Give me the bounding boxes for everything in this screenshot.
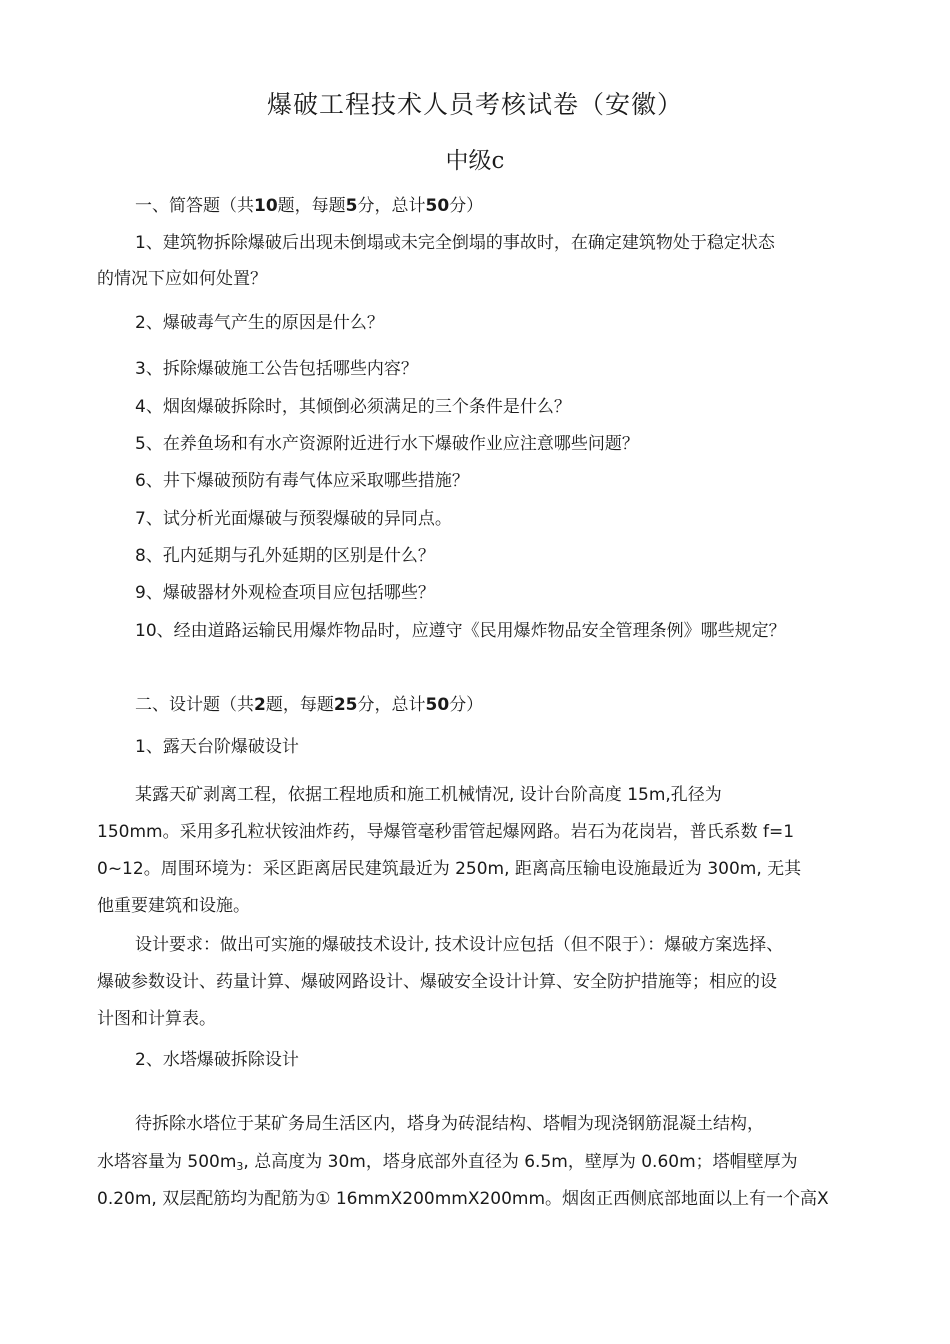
exam-level: 中级c — [445, 148, 505, 174]
design-1-title: 1、露天台阶爆破设计 — [135, 737, 299, 757]
question-7: 7、试分析光面爆破与预裂爆破的异同点。 — [135, 509, 452, 529]
question-4: 4、烟囱爆破拆除时，其倾倒必须满足的三个条件是什么？ — [135, 397, 571, 417]
question-10: 10、经由道路运输民用爆炸物品时，应遵守《民用爆炸物品安全管理条例》哪些规定？ — [135, 621, 786, 641]
design-1-para-line1: 某露天矿剥离工程，依据工程地质和施工机械情况, 设计台阶高度 15m,孔径为 — [135, 785, 722, 805]
question-1-line1: 1、建筑物拆除爆破后出现未倒塌或未完全倒塌的事故时，在确定建筑物处于稳定状态 — [135, 233, 775, 253]
design-1-para-line4: 他重要建筑和设施。 — [97, 896, 250, 916]
question-6: 6、井下爆破预防有毒气体应采取哪些措施？ — [135, 471, 469, 491]
design-1-para-line2: 150mm。采用多孔粒状铵油炸药，导爆管毫秒雷管起爆网路。岩石为花岗岩，普氏系数 f=1 — [97, 822, 795, 842]
design-1-req-line2: 爆破参数设计、药量计算、爆破网路设计、爆破安全设计计算、安全防护措施等；相应的设 — [97, 972, 777, 992]
question-3: 3、拆除爆破施工公告包括哪些内容？ — [135, 359, 418, 379]
design-2-para-line2: 水塔容量为 $500m_3$, 总高度为 30m，塔身底部外直径为 6.5m，壁厚为 0.60m；塔帽壁厚为 — [97, 1152, 798, 1173]
design-2-title: 2、水塔爆破拆除设计 — [135, 1050, 299, 1070]
question-5: 5、在养鱼场和有水产资源附近进行水下爆破作业应注意哪些问题？ — [135, 434, 639, 454]
exam-title: 爆破工程技术人员考核试卷（安徽） — [266, 90, 683, 119]
question-1-line2: 的情况下应如何处置？ — [97, 269, 267, 289]
design-2-para-line1: 待拆除水塔位于某矿务局生活区内，塔身为砖混结构、塔帽为现浇钢筋混凝土结构， — [135, 1114, 764, 1134]
design-1-req-line3: 计图和计算表。 — [97, 1009, 216, 1029]
design-1-req-line1: 设计要求：做出可实施的爆破技术设计, 技术设计应包括（但不限于）：爆破方案选择、 — [135, 935, 784, 955]
question-9: 9、爆破器材外观检查项目应包括哪些？ — [135, 583, 435, 603]
question-8: 8、孔内延期与孔外延期的区别是什么？ — [135, 546, 435, 566]
question-2: 2、爆破毒气产生的原因是什么？ — [135, 313, 384, 333]
section2-heading: 二、设计题（共2题，每题25分，总计50分） — [135, 695, 484, 715]
section1-heading: 一、简答题（共10题，每题5分，总计50分） — [135, 196, 484, 216]
design-1-para-line3: 0~12。周围环境为：采区距离居民建筑最近为 250m, 距离高压输电设施最近为 300m, 无其 — [97, 859, 802, 879]
design-2-para-line3: 0.20m, 双层配筋均为配筋为① 16mmX200mmX200mm。烟囱正西侧底部地面以上有一个高X — [97, 1189, 829, 1209]
